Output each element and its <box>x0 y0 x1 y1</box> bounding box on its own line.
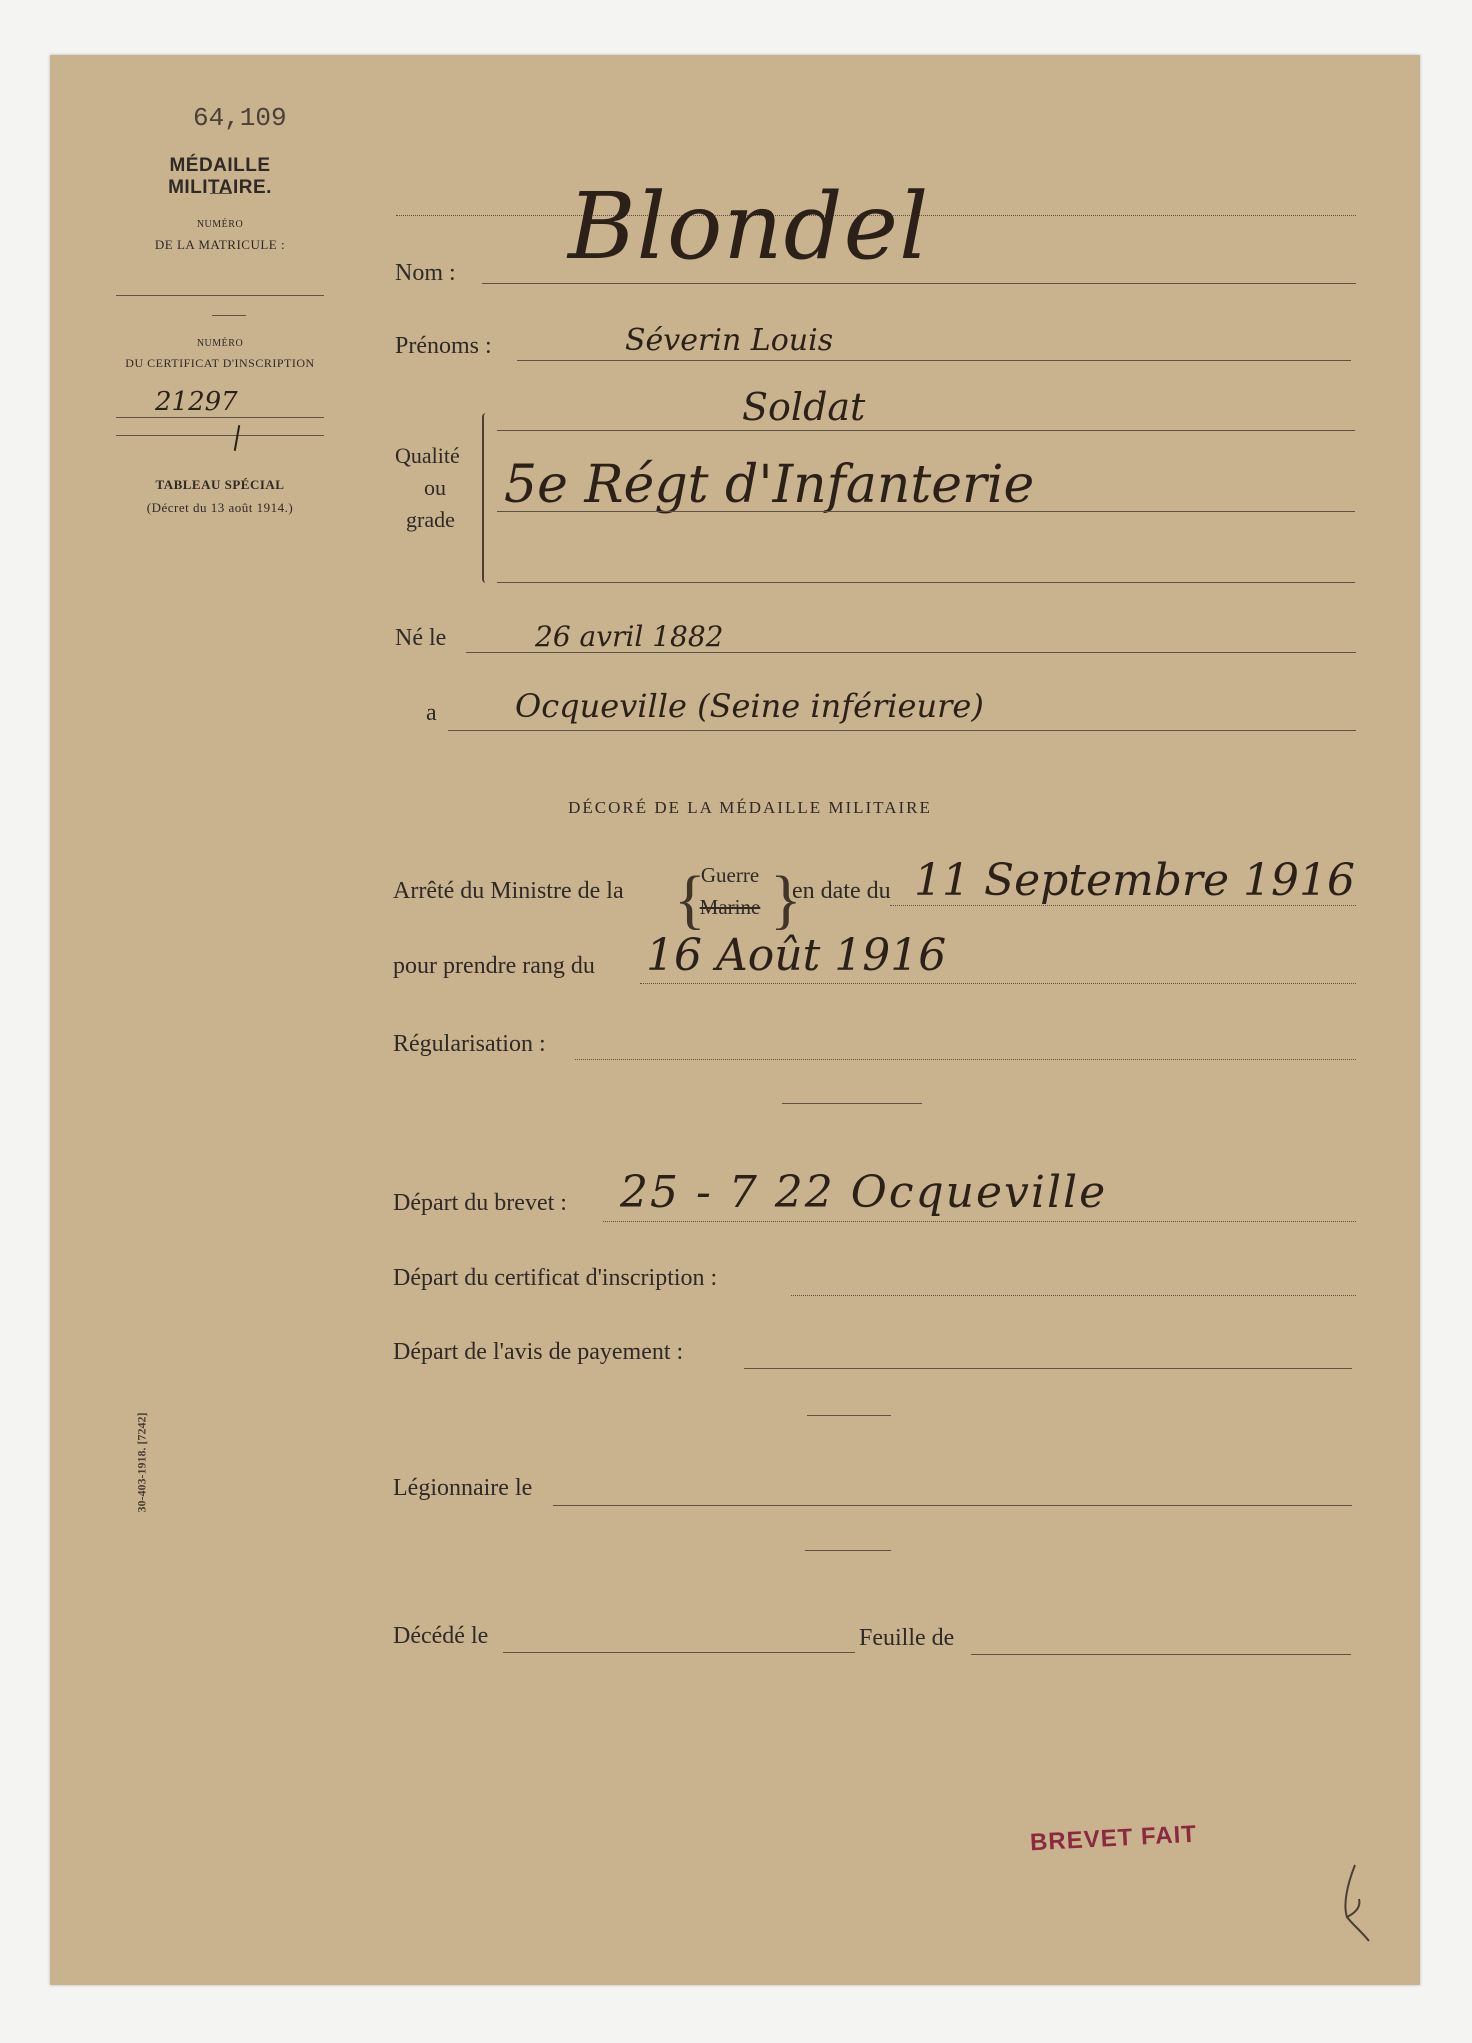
certificat-line-2 <box>116 435 324 436</box>
ministre-marine: Marine <box>699 895 761 919</box>
feuille-line <box>971 1654 1351 1655</box>
qualite-label-3: grade <box>406 507 455 532</box>
depart-brevet-value: 25 - 7 22 Ocqueville <box>620 1167 1108 1218</box>
nom-line <box>482 283 1356 284</box>
depart-avis-line <box>744 1368 1352 1369</box>
decede-line <box>503 1652 855 1653</box>
depart-brevet-label: Départ du brevet : <box>393 1190 567 1216</box>
matricule-label: DE LA MATRICULE : <box>154 237 286 252</box>
rang-line <box>640 983 1356 984</box>
ne-label: Né le <box>395 625 447 651</box>
regularisation-label: Régularisation : <box>393 1031 546 1057</box>
initial-mark <box>1325 1855 1385 1945</box>
nom-label: Nom : <box>395 260 456 286</box>
qualite-brace <box>482 413 490 583</box>
ne-line <box>466 652 1356 653</box>
legionnaire-label: Légionnaire le <box>393 1475 533 1501</box>
ministre-brace-right: } <box>770 863 802 936</box>
qualite-label-2: ou <box>424 475 446 500</box>
certificat-small-label: NUMÉRO <box>196 338 244 349</box>
matricule-line <box>116 295 324 296</box>
depart-brevet-line <box>603 1221 1356 1222</box>
medal-heading: MÉDAILLE MILITAIRE. <box>168 155 272 198</box>
divider-short <box>212 315 246 316</box>
decore-heading: DÉCORÉ DE LA MÉDAILLE MILITAIRE <box>568 798 932 817</box>
legionnaire-line <box>553 1505 1352 1506</box>
a-label: a <box>426 700 437 726</box>
nom-value: Blondel <box>568 173 930 280</box>
depart-avis-label: Départ de l'avis de payement : <box>393 1339 684 1365</box>
prenoms-label: Prénoms : <box>395 333 492 359</box>
print-code: 30-403-1918. [7242] <box>134 1412 149 1513</box>
certificat-value: 21297 <box>155 387 238 417</box>
certificat-tick <box>234 425 240 451</box>
regularisation-line <box>575 1059 1356 1060</box>
section-divider-1 <box>782 1103 922 1104</box>
reference-number: 64,109 <box>193 103 287 133</box>
ministre-brace-left: { <box>674 863 706 936</box>
section-divider-2 <box>807 1415 891 1416</box>
tableau-special: TABLEAU SPÉCIAL <box>155 477 285 492</box>
heading-rule <box>210 193 232 194</box>
decede-label: Décédé le <box>393 1623 489 1649</box>
ne-value: 26 avril 1882 <box>535 620 724 653</box>
depart-certificat-line <box>791 1295 1356 1296</box>
prenoms-value: Séverin Louis <box>625 323 834 358</box>
certificat-label: DU CERTIFICAT D'INSCRIPTION <box>125 356 315 370</box>
qualite-line-1 <box>497 430 1355 431</box>
ministre-guerre: Guerre <box>700 863 760 887</box>
rang-value: 16 Août 1916 <box>646 930 947 981</box>
a-value: Ocqueville (Seine inférieure) <box>515 687 984 725</box>
rang-label: pour prendre rang du <box>393 953 595 979</box>
qualite-line-2 <box>497 511 1355 512</box>
decret-note: (Décret du 13 août 1914.) <box>146 500 294 515</box>
feuille-label: Feuille de <box>859 1625 955 1651</box>
qualite-value-1: Soldat <box>742 385 866 429</box>
prenoms-line <box>517 360 1351 361</box>
a-line <box>448 730 1356 731</box>
arrete-label: Arrêté du Ministre de la <box>393 878 624 904</box>
qualite-label-1: Qualité <box>395 443 460 468</box>
certificat-line-1 <box>116 417 324 418</box>
brevet-fait-stamp: BREVET FAIT <box>1029 1820 1198 1857</box>
en-date-value: 11 Septembre 1916 <box>914 855 1355 906</box>
section-divider-3 <box>805 1550 891 1551</box>
matricule-small-label: NUMÉRO <box>196 219 244 230</box>
document-sheet <box>50 55 1420 1985</box>
qualite-value-2: 5e Régt d'Infanterie <box>504 455 1035 515</box>
en-date-label: en date du <box>792 878 891 904</box>
depart-certificat-label: Départ du certificat d'inscription : <box>393 1265 718 1291</box>
en-date-line <box>890 905 1356 906</box>
qualite-line-3 <box>497 582 1355 583</box>
